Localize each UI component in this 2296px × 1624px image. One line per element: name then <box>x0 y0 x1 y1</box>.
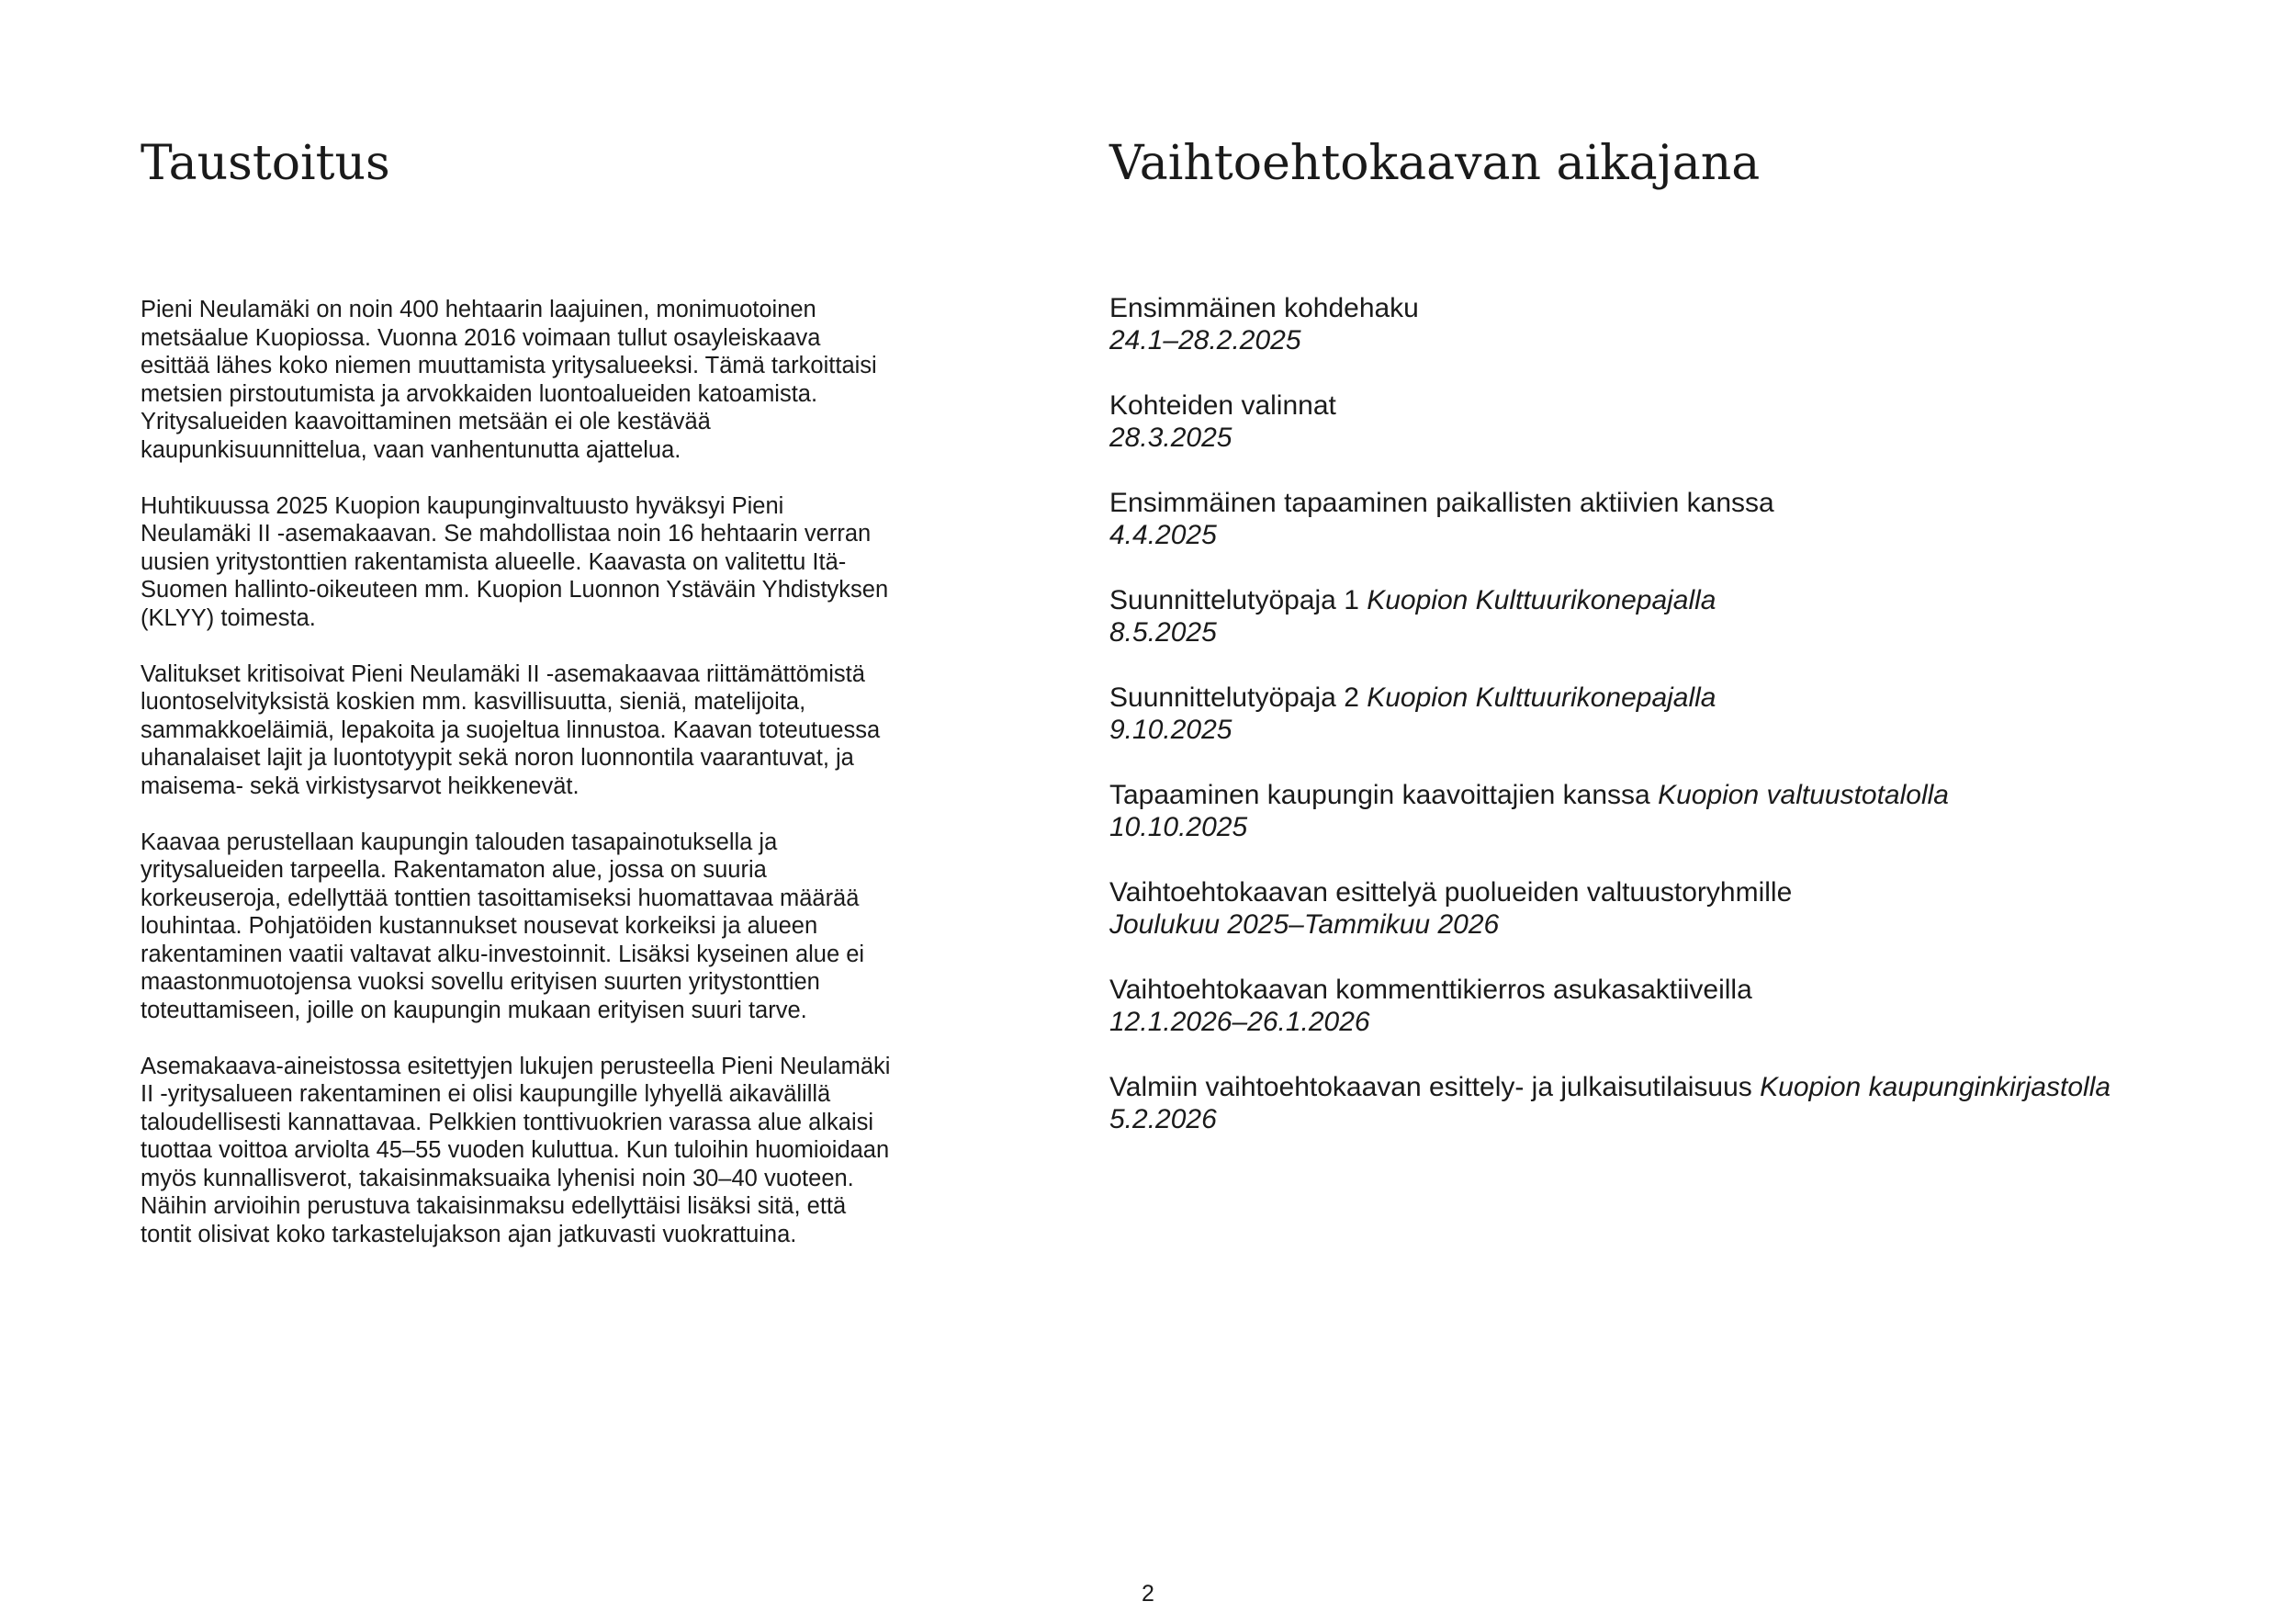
event-place: Kuopion valtuustotalolla <box>1658 780 1949 810</box>
paragraph: Kaavaa perustellaan kaupungin talouden tasapainotuksella ja yritysalueiden tarpeella. Rakentamaton alue, jossa on suuria korkeuseroja, edellyttää tonttien tasoittamiseksi huomattavaa määrää louhintaa. Pohjatöiden kustannukset nousevat korkeiksi ja alueen rakentaminen vaatii valtavat alku-investoinnit. Lisäksi kyseinen alue ei maastonmuotojensa vuoksi sovellu erityisen suurten yritystonttien toteuttamiseen, joille on kaupungin mukaan erityisen suuri tarve. <box>141 829 865 1023</box>
event-place: Kuopion Kulttuurikonepajalla <box>1367 682 1716 713</box>
event-date: 8.5.2025 <box>1109 617 1217 648</box>
page-title-aikajana: Vaihtoehtokaavan aikajana <box>1109 136 1761 191</box>
page-number: 2 <box>1142 1581 1154 1607</box>
timeline-event <box>1109 1071 2212 1135</box>
timeline-event <box>1109 974 2212 1038</box>
timeline-list <box>1109 292 2212 1168</box>
event-date: 9.10.2025 <box>1109 715 1232 745</box>
event-date: 5.2.2026 <box>1109 1104 1217 1134</box>
paragraph: Huhtikuussa 2025 Kuopion kaupunginvaltuusto hyväksyi Pieni Neulamäki II -asemakaavan. Se mahdollistaa noin 16 hehtaarin verran uusien yritystonttien rakentamista alueelle. Kaavasta on valitettu Itä-Suomen hallinto-oikeuteen mm. Kuopion Luonnon Ystäväin Yhdistyksen (KLYY) toimesta. <box>141 492 889 631</box>
paragraph: Pieni Neulamäki on noin 400 hehtaarin laajuinen, monimuotoinen metsäalue Kuopiossa. Vuonna 2016 voimaan tullut osayleiskaava esittää lähes koko niemen muuttamista yritysalueeksi. Tämä tarkoittaisi metsien pirstoutumista ja arvokkaiden luontoalueiden katoamista. Yritysalueiden kaavoittaminen metsään ei ole kestävää kaupunkisuunnittelua, vaan vanhentunutta ajattelua. <box>141 297 877 463</box>
event-place: Kuopion Kulttuurikonepajalla <box>1367 585 1716 615</box>
event-date: 24.1–28.2.2025 <box>1109 325 1301 355</box>
event-title: Suunnittelutyöpaja 1 Kuopion Kulttuurikonepajalla <box>1109 585 1716 615</box>
event-date: Joulukuu 2025–Tammikuu 2026 <box>1109 909 1500 940</box>
event-title: Tapaaminen kaupungin kaavoittajien kanssa Kuopion valtuustotalolla <box>1109 780 1949 810</box>
event-title: Valmiin vaihtoehtokaavan esittely- ja julkaisutilaisuus Kuopion kaupunginkirjastolla <box>1109 1072 2111 1102</box>
timeline-event <box>1109 584 2212 648</box>
timeline-event <box>1109 876 2212 941</box>
event-place: Kuopion kaupunginkirjastolla <box>1760 1072 2111 1102</box>
paragraph: Valitukset kritisoivat Pieni Neulamäki II -asemakaavaa riittämättömistä luontoselvityksistä koskien mm. kasvillisuutta, sieniä, matelijoita, sammakkoeläimiä, lepakoita ja suojeltua linnustoa. Kaavan toteutuessa uhanalaiset lajit ja luontotyypit sekä noron luonnontila vaarantuvat, ja maisema- sekä virkistysarvot heikkenevät. <box>141 660 881 799</box>
event-title: Suunnittelutyöpaja 2 Kuopion Kulttuurikonepajalla <box>1109 682 1716 713</box>
event-date: 4.4.2025 <box>1109 520 1217 550</box>
event-date: 10.10.2025 <box>1109 812 1248 842</box>
timeline-event <box>1109 292 2212 356</box>
event-title: Kohteiden valinnat <box>1109 390 1336 421</box>
event-title: Vaihtoehtokaavan esittelyä puolueiden valtuustoryhmille <box>1109 877 1793 908</box>
event-date: 28.3.2025 <box>1109 423 1232 453</box>
event-date: 12.1.2026–26.1.2026 <box>1109 1007 1370 1037</box>
page-title-taustoitus: Taustoitus <box>141 136 390 191</box>
paragraph: Asemakaava-aineistossa esitettyjen lukujen perusteella Pieni Neulamäki II -yritysalueen rakentaminen ei olisi kaupungille lyhyellä aikavälillä taloudellisesti kannattavaa. Pelkkien tonttivuokrien varassa alue alkaisi tuottaa voittoa arviolta 45–55 vuoden kuluttua. Kun tuloihin huomioidaan myös kunnallisverot, takaisinmaksuaika lyhenisi noin 30–40 vuoteen. Näihin arvioihin perustuva takaisinmaksu edellyttäisi lisäksi sitä, että tontit olisivat koko tarkastelujakson ajan jatkuvasti vuokrattuina. <box>141 1053 891 1247</box>
timeline-event <box>1109 779 2212 843</box>
event-title: Ensimmäinen tapaaminen paikallisten aktiivien kanssa <box>1109 488 1774 518</box>
timeline-event <box>1109 389 2212 454</box>
timeline-event <box>1109 682 2212 746</box>
background-text <box>141 296 894 1277</box>
event-title: Ensimmäinen kohdehaku <box>1109 293 1419 323</box>
event-title: Vaihtoehtokaavan kommenttikierros asukasaktiiveilla <box>1109 975 1752 1005</box>
timeline-event <box>1109 487 2212 551</box>
